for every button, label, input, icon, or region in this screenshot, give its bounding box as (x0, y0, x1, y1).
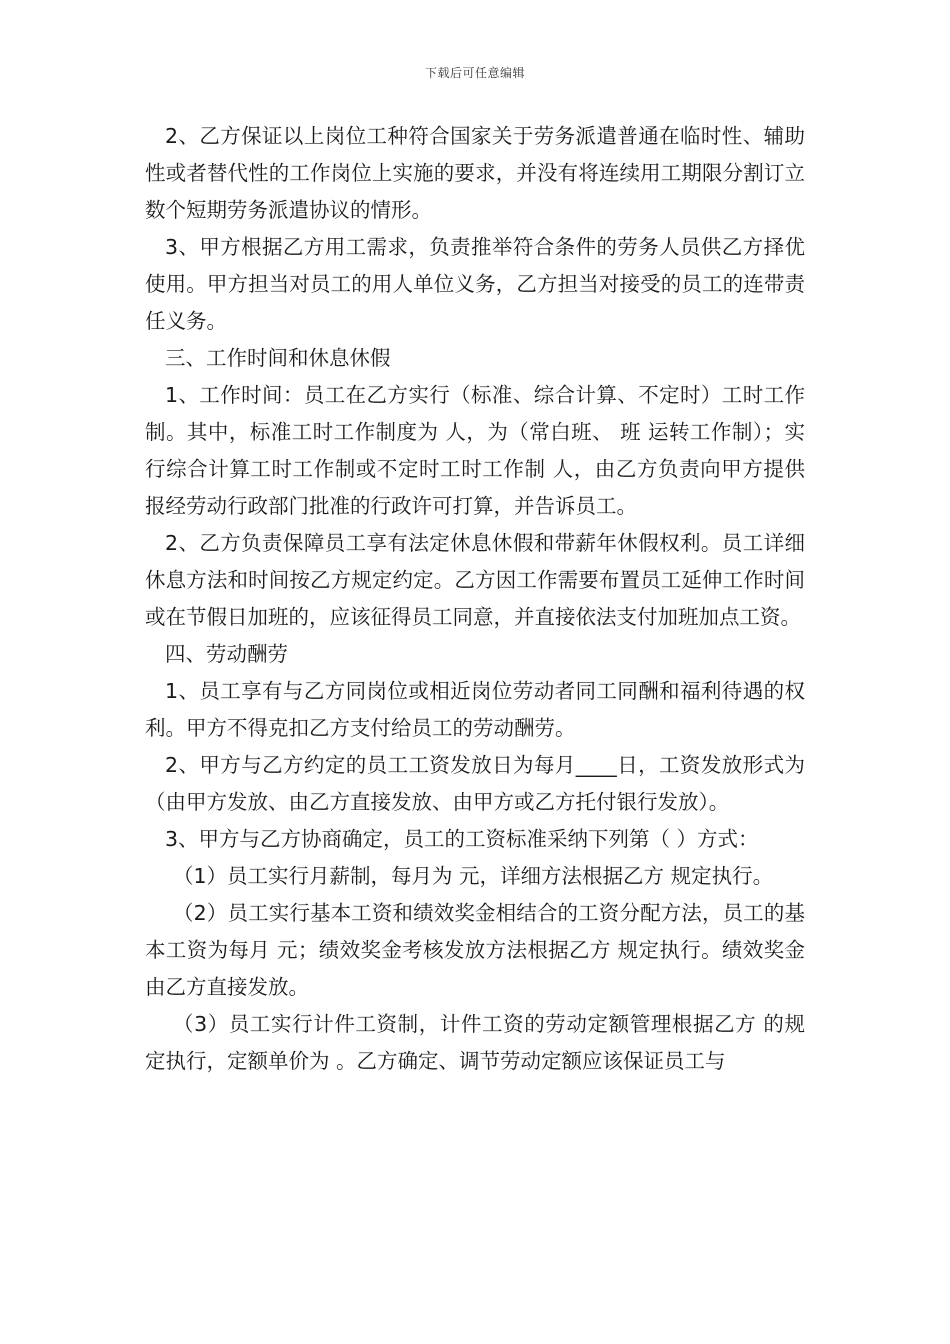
item-3-piece-rate: （3）员工实行计件工资制，计件工资的劳动定额管理根据乙方 的规定执行，定额单价为 。乙方确定、调节劳动定额应该保证员工与 (145, 1012, 805, 1073)
section-heading-work-time: 三、工作时间和休息休假 (165, 346, 391, 370)
paragraph-1-equal-pay: 1、员工享有与乙方同岗位或相近岗位劳动者同工同酬和福利待遇的权利。甲方不得克扣乙方支付给员工的劳动酬劳。 (145, 679, 805, 740)
item-2-base-plus-bonus: （2）员工实行基本工资和绩效奖金相结合的工资分配方法，员工的基本工资为每月 元；绩效奖金考核发放方法根据乙方 规定执行。绩效奖金由乙方直接发放。 (145, 901, 805, 999)
paragraph-2-pay-date: 2、甲方与乙方约定的员工工资发放日为每月____日，工资发放形式为（由甲方发放、由乙方直接发放、由甲方或乙方托付银行发放）。 (145, 753, 805, 814)
paragraph-3-wage-standard: 3、甲方与乙方协商确定，员工的工资标准采纳下列第（ ）方式： (165, 827, 759, 851)
paragraph-2-guarantee: 2、乙方保证以上岗位工种符合国家关于劳务派遣普通在临时性、辅助性或者替代性的工作岗位上实施的要求，并没有将连续用工期限分割订立数个短期劳务派遣协议的情形。 (145, 124, 805, 222)
paragraph-3-recommend: 3、甲方根据乙方用工需求，负责推举符合条件的劳务人员供乙方择优使用。甲方担当对员工的用人单位义务，乙方担当对接受的员工的连带责任义务。 (145, 235, 805, 333)
paragraph-1-work-hours: 1、工作时间：员工在乙方实行（标准、综合计算、不定时）工时工作制。其中，标准工时工作制度为 人，为（常白班、 班 运转工作制）；实行综合计算工时工作制或不定时工时工作制 人，由乙方负责向甲方提供报经劳动行政部门批准的行政许可打算，并告诉员工。 (145, 383, 805, 518)
section-heading-remuneration: 四、劳动酬劳 (165, 642, 288, 666)
item-1-monthly-salary: （1）员工实行月薪制，每月为 元，详细方法根据乙方 规定执行。 (173, 864, 774, 888)
document-body (145, 118, 805, 1080)
paragraph-2-rest-leave: 2、乙方负责保障员工享有法定休息休假和带薪年休假权利。员工详细休息方法和时间按乙方规定约定。乙方因工作需要布置员工延伸工作时间或在节假日加班的，应该征得员工同意，并直接依法支付加班加点工资。 (145, 531, 805, 629)
page-header: 下载后可任意编辑 (424, 66, 525, 80)
